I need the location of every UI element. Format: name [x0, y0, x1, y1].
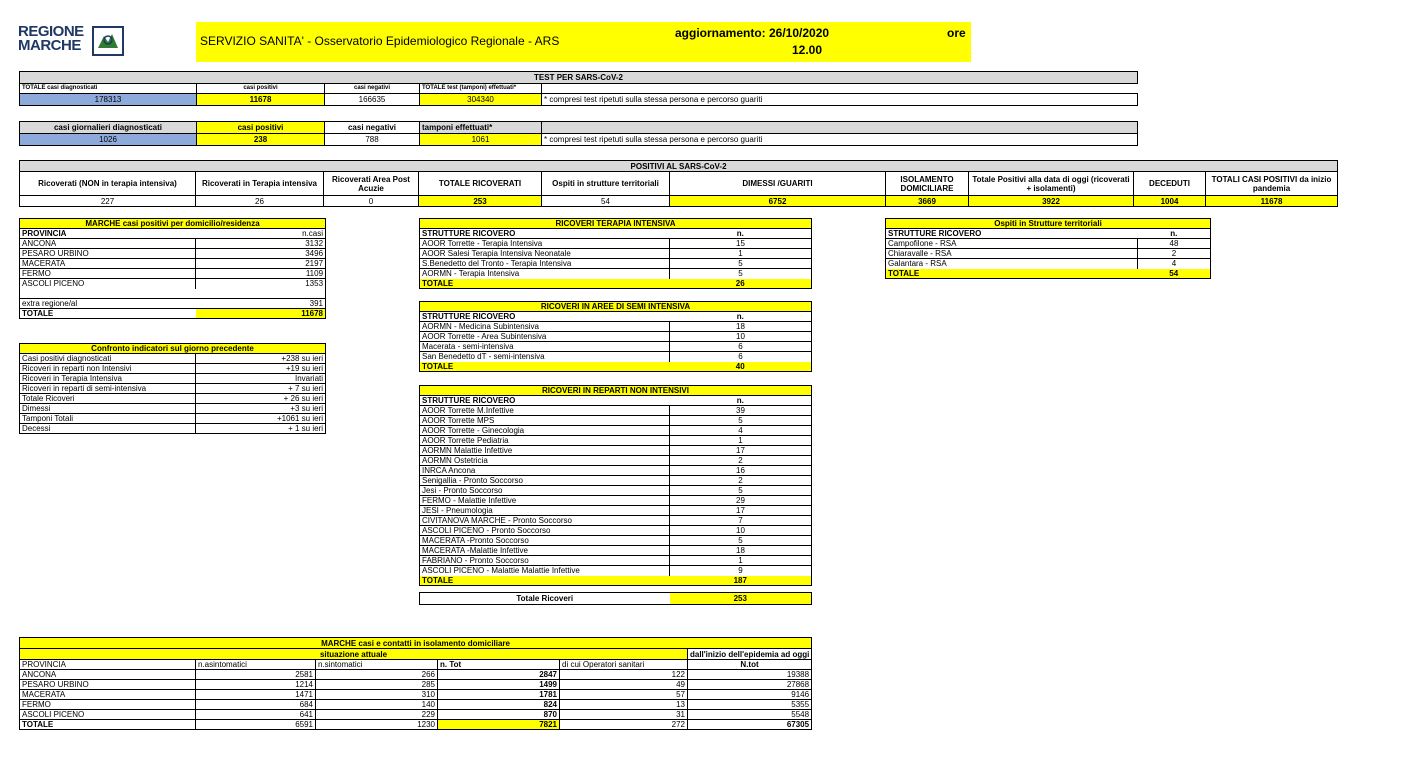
nonint-row-label: MACERATA -Pronto Soccorso	[420, 536, 670, 546]
nonint-row-value: 1	[670, 556, 812, 566]
isolamento-sub-current: situazione attuale	[20, 649, 688, 660]
nonint-row-label: FERMO - Malattie Infettive	[420, 496, 670, 506]
iso-total-asint: 6591	[196, 720, 316, 730]
ti-total-label: TOTALE	[422, 278, 454, 288]
nonint-row-label: MACERATA -Malattie Infettive	[420, 546, 670, 556]
confronto-row	[20, 354, 326, 364]
province-row	[20, 259, 326, 269]
nonint-row-value: 5	[670, 416, 812, 426]
confronto-row-value: + 1 su ieri	[196, 424, 326, 434]
ospiti-row-value: 4	[1138, 259, 1211, 269]
positivi-value-7: 3922	[969, 196, 1134, 207]
ti-row-value: 1	[670, 249, 812, 259]
ospiti-row	[886, 249, 1211, 259]
iso-row-oper: 122	[560, 670, 688, 680]
semi-row	[420, 342, 812, 352]
nonint-row-value: 7	[670, 516, 812, 526]
nonint-row-label: FABRIANO - Pronto Soccorso	[420, 556, 670, 566]
iso-total-oper: 272	[560, 720, 688, 730]
confronto-row-value: Invariati	[196, 374, 326, 384]
province-row-value: 3496	[196, 249, 326, 259]
nonint-row	[420, 476, 812, 486]
iso-row-ntot: 9146	[688, 690, 812, 700]
logo-line2: MARCHE	[18, 37, 81, 54]
nonint-row-label: ASCOLI PICENO - Pronto Soccorso	[420, 526, 670, 536]
regione-marche-emblem-icon	[92, 26, 124, 56]
confronto-row	[20, 384, 326, 394]
h-casi-giornalieri: casi giornalieri diagnosticati	[20, 122, 197, 134]
semi-row	[420, 352, 812, 362]
nonint-row-label: INRCA Ancona	[420, 466, 670, 476]
h-daily-tamponi: tamponi effettuati*	[420, 122, 542, 134]
iso-total-sint: 1230	[316, 720, 438, 730]
nonint-row-value: 17	[670, 446, 812, 456]
ospiti-row-value: 2	[1138, 249, 1211, 259]
nonint-row	[420, 516, 812, 526]
positivi-table	[19, 160, 1338, 207]
h-casi-positivi: casi positivi	[197, 84, 325, 94]
nonint-row	[420, 426, 812, 436]
daily-table	[19, 121, 1138, 146]
v-casi-negativi: 166635	[325, 94, 420, 106]
semi-row-label: San Benedetto dT - semi-intensiva	[420, 352, 670, 362]
iso-row-oper: 49	[560, 680, 688, 690]
iso-h-provincia: PROVINCIA	[20, 660, 196, 670]
nonint-row	[420, 486, 812, 496]
iso-h-tot: n. Tot	[438, 660, 560, 670]
province-row-value: 1353	[196, 279, 326, 289]
totale-ricoveri-value: 253	[670, 593, 812, 605]
ospiti-row-value: 48	[1138, 239, 1211, 249]
iso-row-name: MACERATA	[20, 690, 196, 700]
semi-table	[419, 301, 812, 372]
iso-row-oper: 57	[560, 690, 688, 700]
test-note: * compresi test ripetuti sulla stessa persona e percorso guariti	[542, 94, 1138, 106]
confronto-row-label: Ricoveri in Terapia Intensiva	[20, 374, 196, 384]
h-casi-negativi: casi negativi	[325, 84, 420, 94]
update-date: aggiornamento: 26/10/2020	[675, 26, 830, 40]
nonint-row-value: 10	[670, 526, 812, 536]
ti-table	[419, 218, 812, 289]
ti-h-n: n.	[736, 229, 744, 238]
semi-row-label: Macerata - semi-intensiva	[420, 342, 670, 352]
positivi-value-6: 3669	[886, 196, 969, 207]
semi-row-value: 18	[670, 322, 812, 332]
positivi-header-0: Ricoverati (NON in terapia intensiva)	[20, 172, 196, 196]
iso-row-sint: 229	[316, 710, 438, 720]
semi-title: RICOVERI IN AREE DI SEMI INTENSIVA	[420, 302, 812, 312]
h-ncasi: n.casi	[302, 229, 324, 238]
nonint-row-label: ASCOLI PICENO - Malattie Malattie Infettive	[420, 566, 670, 576]
positivi-header-8: DECEDUTI	[1134, 172, 1206, 196]
iso-row-sint: 266	[316, 670, 438, 680]
positivi-value-5: 6752	[670, 196, 886, 207]
ti-h-strutture: STRUTTURE RICOVERO	[422, 229, 516, 238]
daily-note: * compresi test ripetuti sulla stessa persona e percorso guariti	[542, 134, 1138, 146]
confronto-row-value: + 26 su ieri	[196, 394, 326, 404]
iso-row-tot: 2847	[438, 670, 560, 680]
ospiti-row-label: Campofilone - RSA	[886, 239, 1138, 249]
nonint-h-strutture: STRUTTURE RICOVERO	[422, 396, 516, 405]
confronto-row-label: Totale Ricoveri	[20, 394, 196, 404]
province-row-value: 3132	[196, 239, 326, 249]
iso-row	[20, 680, 812, 690]
page-title: SERVIZIO SANITA' - Osservatorio Epidemiologico Regionale - ARS	[200, 34, 560, 48]
nonint-row-value: 9	[670, 566, 812, 576]
extra-regione-label: extra regione/al	[20, 299, 196, 309]
confronto-row	[20, 414, 326, 424]
province-row	[20, 249, 326, 259]
positivi-value-0: 227	[20, 196, 196, 207]
nonint-row-label: AOOR Torrette M.Infettive	[420, 406, 670, 416]
positivi-header-4: Ospiti in strutture territoriali	[542, 172, 670, 196]
nonint-row	[420, 556, 812, 566]
province-total-value: 11678	[196, 309, 326, 319]
iso-total-tot: 7821	[438, 720, 560, 730]
ospiti-row	[886, 239, 1211, 249]
ti-row-label: AOOR Torrette - Terapia Intensiva	[420, 239, 670, 249]
confronto-title: Confronto indicatori sul giorno precedente	[20, 344, 326, 354]
totale-ricoveri-table	[419, 592, 812, 605]
v-daily-tamponi: 1061	[420, 134, 542, 146]
h-daily-positivi: casi positivi	[197, 122, 325, 134]
nonint-row	[420, 506, 812, 516]
iso-h-ntot: N.tot	[688, 660, 812, 670]
totale-ricoveri-label: Totale Ricoveri	[516, 594, 574, 603]
confronto-row-label: Casi positivi diagnosticati	[20, 354, 196, 364]
iso-row-tot: 1781	[438, 690, 560, 700]
ospiti-row-label: Chiaravalle - RSA	[886, 249, 1138, 259]
positivi-header-6: ISOLAMENTO DOMICILIARE	[886, 172, 969, 196]
ti-row-value: 5	[670, 259, 812, 269]
nonint-row	[420, 566, 812, 576]
v-totale-casi: 178313	[20, 94, 197, 106]
ti-row-value: 5	[670, 269, 812, 279]
province-row-value: 2197	[196, 259, 326, 269]
nonint-row-value: 2	[670, 476, 812, 486]
ti-row-label: S.Benedetto del Tronto - Terapia Intensiva	[420, 259, 670, 269]
nonint-total-label: TOTALE	[422, 575, 454, 585]
confronto-row-label: Tamponi Totali	[20, 414, 196, 424]
positivi-title: POSITIVI AL SARS-CoV-2	[20, 161, 1338, 172]
iso-row	[20, 700, 812, 710]
nonint-row	[420, 526, 812, 536]
ospiti-table	[885, 218, 1211, 279]
positivi-value-3: 253	[419, 196, 542, 207]
nonint-h-n: n.	[736, 396, 744, 405]
ospiti-title: Ospiti in Strutture territoriali	[886, 219, 1211, 229]
iso-row-sint: 285	[316, 680, 438, 690]
confronto-row-label: Ricoveri in reparti non Intensivi	[20, 364, 196, 374]
ospiti-row	[886, 259, 1211, 269]
province-table	[19, 218, 326, 319]
confronto-row-value: +1061 su ieri	[196, 414, 326, 424]
isolamento-table	[19, 637, 812, 730]
ti-row-label: AORMN - Terapia Intensiva	[420, 269, 670, 279]
iso-h-oper: di cui Operatori sanitari	[560, 660, 688, 670]
nonint-row	[420, 466, 812, 476]
v-totale-tamponi: 304340	[420, 94, 542, 106]
nonint-row-label: JESI - Pneumologia	[420, 506, 670, 516]
confronto-row-value: + 7 su ieri	[196, 384, 326, 394]
iso-row-name: ASCOLI PICENO	[20, 710, 196, 720]
ore-label: ore	[947, 26, 966, 40]
ti-row-label: AOOR Salesi Terapia Intensiva Neonatale	[420, 249, 670, 259]
nonint-row-value: 5	[670, 536, 812, 546]
semi-row	[420, 322, 812, 332]
ti-row	[420, 249, 812, 259]
nonint-row	[420, 456, 812, 466]
iso-row-asint: 684	[196, 700, 316, 710]
nonint-row-label: CIVITANOVA MARCHE - Pronto Soccorso	[420, 516, 670, 526]
semi-row-label: AOOR Torrette - Area Subintensiva	[420, 332, 670, 342]
iso-row-asint: 2581	[196, 670, 316, 680]
test-title: TEST PER SARS-CoV-2	[20, 72, 1138, 84]
nonint-row-label: AOOR Torrette Pediatria	[420, 436, 670, 446]
nonint-row-value: 18	[670, 546, 812, 556]
v-casi-giornalieri: 1026	[20, 134, 197, 146]
iso-row	[20, 690, 812, 700]
nonint-row-label: Senigallia - Pronto Soccorso	[420, 476, 670, 486]
nonint-row-value: 39	[670, 406, 812, 416]
ospiti-row-label: Galantara - RSA	[886, 259, 1138, 269]
iso-h-sint: n.sintomatici	[316, 660, 438, 670]
positivi-header-2: Ricoverati Area Post Acuzie	[324, 172, 419, 196]
logo-line1: REGIONE	[18, 23, 84, 40]
nonint-row-label: AOOR Torrette MPS	[420, 416, 670, 426]
confronto-row-label: Dimessi	[20, 404, 196, 414]
ti-row	[420, 269, 812, 279]
positivi-value-8: 1004	[1134, 196, 1206, 207]
iso-row-asint: 1214	[196, 680, 316, 690]
province-row-value: 1109	[196, 269, 326, 279]
province-row-label: FERMO	[20, 269, 196, 279]
isolamento-sub-since: dall'inizio dell'epidemia ad oggi	[688, 649, 812, 660]
iso-row-sint: 310	[316, 690, 438, 700]
province-row-label: ASCOLI PICENO	[20, 279, 196, 289]
iso-row-name: PESARO URBINO	[20, 680, 196, 690]
test-table	[19, 71, 1138, 106]
iso-row-ntot: 27868	[688, 680, 812, 690]
ospiti-total-value: 54	[1169, 268, 1179, 278]
positivi-header-3: TOTALE RICOVERATI	[419, 172, 542, 196]
semi-row	[420, 332, 812, 342]
nonint-row-value: 16	[670, 466, 812, 476]
semi-row-value: 10	[670, 332, 812, 342]
positivi-value-2: 0	[324, 196, 419, 207]
province-row-label: ANCONA	[20, 239, 196, 249]
extra-regione-value: 391	[196, 299, 326, 309]
nonint-row-value: 2	[670, 456, 812, 466]
nonint-row	[420, 416, 812, 426]
iso-row-ntot: 5548	[688, 710, 812, 720]
nonint-row-value: 29	[670, 496, 812, 506]
positivi-header-9: TOTALI CASI POSITIVI da inizio pandemia	[1206, 172, 1338, 196]
iso-row-ntot: 19388	[688, 670, 812, 680]
confronto-row-value: +3 su ieri	[196, 404, 326, 414]
h-totale-casi: TOTALE casi diagnosticati	[20, 84, 197, 94]
iso-row-tot: 1499	[438, 680, 560, 690]
nonint-row	[420, 546, 812, 556]
positivi-value-4: 54	[542, 196, 670, 207]
ospiti-h-n: n.	[1170, 229, 1178, 238]
semi-row-value: 6	[670, 342, 812, 352]
confronto-row-label: Decessi	[20, 424, 196, 434]
nonint-row-value: 4	[670, 426, 812, 436]
iso-total-label: TOTALE	[20, 720, 196, 730]
nonint-row-label: AORMN Malattie Infettive	[420, 446, 670, 456]
confronto-row	[20, 424, 326, 434]
ti-row	[420, 239, 812, 249]
confronto-row-value: +19 su ieri	[196, 364, 326, 374]
nonint-row	[420, 436, 812, 446]
semi-row-label: AORMN - Medicina Subintensiva	[420, 322, 670, 332]
nonint-title: RICOVERI IN REPARTI NON INTENSIVI	[420, 386, 812, 396]
positivi-header-5: DIMESSI /GUARITI	[670, 172, 886, 196]
confronto-row	[20, 364, 326, 374]
iso-h-asint: n.asintomatici	[196, 660, 316, 670]
positivi-header-7: Totale Positivi alla data di oggi (ricoverati + isolamenti)	[969, 172, 1134, 196]
nonint-row	[420, 536, 812, 546]
province-row	[20, 239, 326, 249]
iso-row-sint: 140	[316, 700, 438, 710]
province-row	[20, 279, 326, 289]
nonint-row	[420, 496, 812, 506]
nonint-total-value: 187	[733, 575, 747, 585]
h-daily-negativi: casi negativi	[325, 122, 420, 134]
iso-row-ntot: 5355	[688, 700, 812, 710]
confronto-row	[20, 374, 326, 384]
iso-row-tot: 870	[438, 710, 560, 720]
nonint-row-value: 17	[670, 506, 812, 516]
province-row-label: PESARO URBINO	[20, 249, 196, 259]
nonint-row-label: AOOR Torrette - Ginecologia	[420, 426, 670, 436]
province-title: MARCHE casi positivi per domicilio/residenza	[20, 219, 326, 229]
nonint-row-value: 5	[670, 486, 812, 496]
iso-row	[20, 710, 812, 720]
ti-title: RICOVERI TERAPIA INTENSIVA	[420, 219, 812, 229]
nonint-row-label: Jesi - Pronto Soccorso	[420, 486, 670, 496]
iso-row	[20, 670, 812, 680]
semi-h-strutture: STRUTTURE RICOVERO	[422, 312, 516, 321]
ospiti-h-strutture: STRUTTURE RICOVERO	[888, 229, 982, 238]
ti-row	[420, 259, 812, 269]
nonint-table	[419, 385, 812, 586]
v-daily-positivi: 238	[197, 134, 325, 146]
h-provincia: PROVINCIA	[22, 229, 67, 238]
iso-total-ntot: 67305	[688, 720, 812, 730]
h-totale-tamponi: TOTALE test (tamponi) effettuati*	[420, 84, 542, 94]
ti-total-value: 26	[735, 278, 745, 288]
v-daily-negativi: 788	[325, 134, 420, 146]
isolamento-title: MARCHE casi e contatti in isolamento domiciliare	[20, 638, 812, 649]
confronto-table	[19, 343, 326, 434]
confronto-row-value: +238 su ieri	[196, 354, 326, 364]
semi-h-n: n.	[736, 312, 744, 321]
positivi-header-1: Ricoverati in Terapia intensiva	[196, 172, 324, 196]
update-time: 12.00	[792, 43, 823, 57]
nonint-row	[420, 446, 812, 456]
iso-row-name: ANCONA	[20, 670, 196, 680]
province-row-label: MACERATA	[20, 259, 196, 269]
semi-row-value: 6	[670, 352, 812, 362]
confronto-row	[20, 404, 326, 414]
iso-row-oper: 13	[560, 700, 688, 710]
iso-row-asint: 641	[196, 710, 316, 720]
positivi-value-9: 11678	[1206, 196, 1338, 207]
v-casi-positivi: 11678	[197, 94, 325, 106]
semi-total-value: 40	[735, 361, 745, 371]
semi-total-label: TOTALE	[422, 361, 454, 371]
province-total-label: TOTALE	[20, 309, 196, 319]
iso-row-name: FERMO	[20, 700, 196, 710]
ospiti-total-label: TOTALE	[888, 268, 920, 278]
iso-row-tot: 824	[438, 700, 560, 710]
nonint-row	[420, 406, 812, 416]
nonint-row-label: AORMN Ostetricia	[420, 456, 670, 466]
nonint-row-value: 1	[670, 436, 812, 446]
confronto-row-label: Ricoveri in reparti di semi-intensiva	[20, 384, 196, 394]
iso-row-asint: 1471	[196, 690, 316, 700]
province-row	[20, 269, 326, 279]
ti-row-value: 15	[670, 239, 812, 249]
iso-row-oper: 31	[560, 710, 688, 720]
regione-marche-logo	[18, 25, 84, 53]
confronto-row	[20, 394, 326, 404]
positivi-value-1: 26	[196, 196, 324, 207]
